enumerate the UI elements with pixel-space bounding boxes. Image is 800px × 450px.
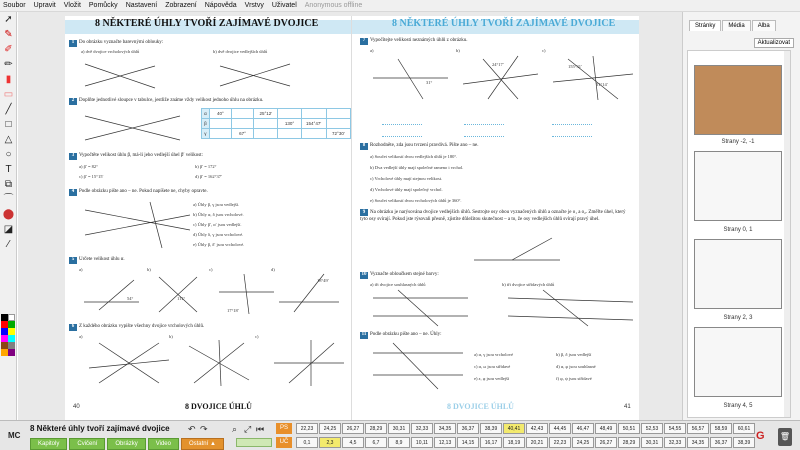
menu-bar [0, 0, 800, 12]
uc-page-button[interactable]: 30,31 [641, 437, 663, 448]
ex7-label-a: a) [370, 48, 374, 53]
ex7-value-a: 31° [426, 80, 433, 85]
ex5-figures [79, 272, 349, 316]
uc-page-button[interactable]: 8,9 [388, 437, 410, 448]
color-swatch[interactable] [8, 314, 15, 321]
ex7-label-b: b) [456, 48, 460, 53]
ps-label: PS [276, 423, 292, 434]
pages-sidebar [682, 12, 800, 420]
ex10-b: b) tři dvojice střídavých úhlů [502, 282, 555, 287]
page-title: 8 NĚKTERÉ ÚHLY TVOŘÍ ZAJÍMAVÉ DVOJICE [95, 18, 319, 29]
uc-page-button[interactable]: 38,39 [733, 437, 755, 448]
ex8-c: c) Vrcholové úhly mají stejnou velikost. [370, 176, 443, 181]
ex5-value-b: 111° [177, 296, 186, 301]
ps-page-button[interactable]: 28,29 [365, 423, 387, 434]
footer-title: 8 DVOJICE ÚHLŮ [447, 402, 514, 411]
lasso-icon[interactable]: ⌒ [3, 194, 14, 205]
ex11-b: b) β, δ jsou vedlejší [556, 352, 592, 357]
stamp-icon[interactable]: ⬤ [2, 209, 15, 220]
uc-page-button[interactable]: 0,1 [296, 437, 318, 448]
thumbnail-list [687, 50, 791, 418]
ps-page-button[interactable]: 50,51 [618, 423, 640, 434]
color-swatch[interactable] [8, 342, 15, 349]
ps-page-button[interactable]: 56,57 [687, 423, 709, 434]
fit-icon[interactable]: ⤢ [244, 424, 252, 434]
uc-page-button[interactable]: 16,17 [480, 437, 502, 448]
color-palette [1, 314, 16, 356]
uc-page-button[interactable]: 10,11 [411, 437, 433, 448]
fill-icon[interactable]: ◪ [3, 224, 14, 235]
thumbnail-caption: Strany 4, 5 [723, 403, 753, 409]
ex11-figure [368, 341, 468, 391]
exercise-2: 2 Doplňte jednotlivé sloupce v tabulce, jestliže známe vždy velikost jednoho úhlu na obrázku. [69, 98, 263, 105]
video-button[interactable]: Video [148, 438, 179, 450]
pen-off-icon[interactable]: ✎ [4, 29, 13, 40]
uc-page-button[interactable]: 20,21 [526, 437, 548, 448]
menu-tools[interactable]: Pomůcky [88, 2, 118, 9]
ps-page-button[interactable]: 36,37 [457, 423, 479, 434]
answer-line[interactable] [464, 124, 504, 125]
menu-user[interactable]: Uživatel [271, 2, 297, 9]
ex6-label-a: a) [79, 334, 83, 339]
ex5-value-a: 54° [127, 296, 134, 301]
left-page [65, 16, 352, 420]
ex3-a: a) β′ = 82° [79, 164, 98, 169]
exercise-1: 1 Do obrázku vyznačte barevnými oblouky: [69, 40, 163, 47]
images-button[interactable]: Obrázky [107, 438, 145, 450]
marker-icon[interactable]: ▮ [5, 74, 12, 85]
ex6-figures [79, 338, 349, 388]
document-area[interactable] [18, 12, 682, 420]
page-title: 8 NĚKTERÉ ÚHLY TVOŘÍ ZAJÍMAVÉ DVOJICE [392, 18, 616, 29]
ex4-d: d) Úhly δ, γ jsou vrcholové. [193, 232, 244, 237]
color-swatch[interactable] [8, 321, 15, 328]
page-thumbnail[interactable] [694, 151, 782, 221]
ex8-a: a) Součet velikostí dvou vedlejších úhlů je 180°. [370, 154, 458, 159]
ps-page-button[interactable]: 30,31 [388, 423, 410, 434]
thumbnail-caption: Strany 0, 1 [723, 227, 753, 233]
color-swatch[interactable] [1, 328, 8, 335]
eraser-icon[interactable]: ▭ [3, 89, 14, 100]
geogebra-icon[interactable]: G [756, 430, 765, 442]
answer-line[interactable] [464, 136, 504, 137]
ex5-label-c: c) [209, 267, 213, 272]
exercise-3: 3 Vypočtěte velikost úhlu β, má-li jeho vedlejší úhel β′ velikost: [69, 153, 203, 160]
ex4-e: e) Úhly β, δ′ jsou vrcholové. [193, 242, 245, 247]
ex10-a: a) tři dvojice souhlasných úhlů [370, 282, 426, 287]
exercise-4: 4 Podle obrázku pište ano – ne. Pokud napíšete ne, chyby opravte. [69, 189, 208, 196]
ex6-label-c: c) [255, 334, 259, 339]
ex7-value-c2: 51°14′ [596, 82, 608, 87]
ex2-figure [80, 110, 190, 146]
ps-page-button[interactable]: 32,33 [411, 423, 433, 434]
thumbnail-caption: Strany -2, -1 [721, 139, 755, 145]
ex11-a: a) α, γ jsou vrcholové [474, 352, 513, 357]
line-icon[interactable]: ╱ [5, 104, 12, 115]
scrollbar[interactable] [784, 51, 790, 418]
undo-icon[interactable]: ↶ [188, 424, 196, 434]
uc-page-row [296, 437, 756, 448]
sidebar-tabs [683, 12, 800, 31]
tab-media[interactable]: Média [722, 20, 750, 31]
eyedropper-icon[interactable]: ⁄ [7, 239, 10, 250]
ex6-label-b: b) [169, 334, 173, 339]
uc-page-button[interactable]: 22,23 [549, 437, 571, 448]
ex5-value-d: 18°49′ [317, 278, 329, 283]
uc-page-button[interactable]: 32,33 [664, 437, 686, 448]
uc-page-button[interactable]: 26,27 [595, 437, 617, 448]
tab-albums[interactable]: Alba [752, 20, 776, 31]
page-thumbnail[interactable] [694, 327, 782, 397]
pointer-icon[interactable]: ➚ [4, 14, 13, 25]
exercise-6: 6 Z každého obrázku vypište všechny dvojice vrcholových úhlů. [69, 324, 204, 331]
uc-page-button[interactable]: 14,15 [457, 437, 479, 448]
ex5-value-c: 17°18′ [227, 308, 239, 313]
right-page [352, 16, 639, 420]
bottom-bar [0, 420, 800, 450]
ps-page-button[interactable]: 58,59 [710, 423, 732, 434]
uc-page-button[interactable]: 24,25 [572, 437, 594, 448]
angle-table: α 40° 25°12′ β 130° 154°47′ γ 67° 72°30′ [201, 108, 351, 139]
ps-page-button[interactable]: 22,23 [296, 423, 318, 434]
ex4-c: c) Úhly β′, α′ jsou vedlejší. [193, 222, 242, 227]
pencil-red-icon[interactable]: ✐ [4, 44, 13, 55]
triangle-icon[interactable]: △ [4, 134, 13, 145]
ps-page-button[interactable]: 44,45 [549, 423, 571, 434]
ex11-e: e) ε, φ jsou vedlejší [474, 376, 510, 381]
exercise-7: 7 Vypočítejte velikosti neznámých úhlů z obrázku. [360, 38, 467, 45]
ex11-d: d) α, φ jsou souhlasné [556, 364, 596, 369]
ps-page-button[interactable]: 26,27 [342, 423, 364, 434]
file-title: 8 Některé úhly tvoří zajímavé dvojice [30, 424, 170, 433]
page-number: 40 [73, 404, 80, 410]
pencil-icon[interactable]: ✏ [4, 59, 13, 70]
ex10-figures [368, 288, 638, 328]
uc-page-button[interactable]: 12,13 [434, 437, 456, 448]
ex11-c: c) α, ω jsou střídavé [474, 364, 511, 369]
nav-buttons [30, 438, 226, 450]
menu-help[interactable]: Nápověda [204, 2, 237, 9]
exercises-button[interactable]: Cvičení [69, 438, 105, 450]
text-icon[interactable]: T [5, 164, 12, 175]
page-number: 41 [624, 404, 631, 410]
uc-page-button[interactable]: 2,3 [319, 437, 341, 448]
ex8-d: d) Vrcholové úhly mají společný vrchol. [370, 187, 443, 192]
ps-page-button[interactable]: 42,43 [526, 423, 548, 434]
thumbnail-caption: Strany 2, 3 [723, 315, 753, 321]
page-thumbnail[interactable] [694, 239, 782, 309]
other-button[interactable]: Ostatní ▲ [181, 438, 224, 450]
ex7-label-c: c) [542, 48, 546, 53]
ex8-b: b) Dva vedlejší úhly mají společné rameno i vrchol. [370, 165, 464, 170]
refresh-button[interactable]: Aktualizovat [754, 38, 794, 48]
menu-edit[interactable]: Upravit [33, 2, 56, 9]
menu-file[interactable]: Soubor [3, 2, 26, 9]
exercise-11: 11 Podle obrázku pište ano – ne. Úhly: [361, 332, 442, 337]
rectangle-icon[interactable]: □ [5, 119, 12, 130]
ps-page-button[interactable]: 46,47 [572, 423, 594, 434]
answer-line[interactable] [552, 136, 592, 137]
uc-page-button[interactable]: 34,35 [687, 437, 709, 448]
ps-page-button[interactable]: 48,49 [595, 423, 617, 434]
trash-icon[interactable]: 🗑 [778, 428, 792, 446]
ex1-a: a) dvě dvojice vrcholových úhlů [81, 49, 140, 54]
chapters-button[interactable]: Kapitoly [30, 438, 67, 450]
answer-line[interactable] [382, 124, 422, 125]
ps-page-row [296, 423, 756, 434]
ex7-value-c1: 155°31′ [568, 64, 583, 69]
menu-settings[interactable]: Nastavení [125, 2, 158, 9]
uc-label: UČ [276, 437, 292, 448]
menu-insert[interactable]: Vložit [63, 2, 81, 9]
ex11-f: f) φ, ψ jsou střídavé [556, 376, 592, 381]
ps-page-button[interactable]: 38,39 [480, 423, 502, 434]
ex8-e: e) Součet velikostí dvou vrcholových úhlů je 360°. [370, 198, 462, 203]
ps-page-button[interactable]: 54,55 [664, 423, 686, 434]
zoom-icon[interactable]: ⌕ [232, 424, 238, 434]
circle-icon[interactable]: ○ [5, 149, 12, 160]
color-swatch[interactable] [8, 349, 15, 356]
uc-page-button[interactable]: 36,37 [710, 437, 732, 448]
ps-page-button[interactable]: 24,25 [319, 423, 341, 434]
menu-view[interactable]: Zobrazení [165, 2, 197, 9]
uc-page-button[interactable]: 28,29 [618, 437, 640, 448]
ps-page-button[interactable]: 60,61 [733, 423, 755, 434]
user-status: Anonymous offline [304, 2, 363, 9]
color-swatch[interactable] [8, 328, 15, 335]
ex1-b: b) dvě dvojice vedlejších úhlů [213, 49, 268, 54]
ex7-value-b: 24°17′ [492, 62, 504, 67]
ex3-d: d) β′ = 162°37′ [195, 174, 222, 179]
color-swatch[interactable] [1, 342, 8, 349]
mc-label: MC [8, 431, 21, 440]
page-progress [236, 438, 272, 447]
exercise-8: 8 Rozhodněte, zda jsou tvrzení pravdivá. Pište ano – ne. [360, 143, 478, 150]
color-swatch[interactable] [1, 335, 8, 342]
copy-icon[interactable]: ⧉ [4, 179, 13, 190]
ex5-label-a: a) [79, 267, 83, 272]
footer-title: 8 DVOJICE ÚHLŮ [185, 402, 252, 411]
tool-palette [0, 12, 17, 420]
ex3-b: b) β′ = 172° [195, 164, 217, 169]
answer-line[interactable] [382, 136, 422, 137]
ex4-a: a) Úhly β, γ jsou vedlejší. [193, 202, 240, 207]
first-page-icon[interactable]: ⏮ [256, 424, 265, 434]
ex5-label-b: b) [147, 267, 151, 272]
exercise-10: 10 Vyznačte obloučkem stejné barvy: [361, 272, 439, 277]
ex9-figure [472, 234, 562, 264]
menu-layers[interactable]: Vrstvy [244, 2, 264, 9]
uc-page-button[interactable]: 18,19 [503, 437, 525, 448]
ex4-figure [80, 200, 200, 250]
exercise-5: 5 Určete velikost úhlu α. [69, 257, 125, 264]
ex3-c: c) β′ = 15°15′ [79, 174, 104, 179]
color-swatch[interactable] [8, 335, 15, 342]
exercise-9: 9 Na obrázku je narýsována dvojice vedlejších úhlů. Sestrojte osy obou vyznačených úhlů a označte je o₁ a o₂. Změřte úhel, který tyto osy svírají. Pokud jste rýsovali přesně, zjistíte důležitou skutečnost – a to, že osy vedlejších úhlů svírají pravý úhel. [360, 210, 626, 222]
ps-page-button[interactable]: 40,41 [503, 423, 525, 434]
ex4-b: b) Úhly α, δ jsou vrcholové. [193, 212, 244, 217]
color-swatch[interactable] [1, 349, 8, 356]
page-thumbnail[interactable] [694, 65, 782, 135]
answer-line[interactable] [552, 124, 592, 125]
ps-page-button[interactable]: 34,35 [434, 423, 456, 434]
tab-pages[interactable]: Stránky [689, 20, 721, 31]
ex5-label-d: d) [271, 267, 275, 272]
color-swatch[interactable] [1, 321, 8, 328]
ex1-figures [80, 56, 340, 94]
ps-page-button[interactable]: 52,53 [641, 423, 663, 434]
color-swatch[interactable] [1, 314, 8, 321]
uc-page-button[interactable]: 4,5 [342, 437, 364, 448]
uc-page-button[interactable]: 6,7 [365, 437, 387, 448]
redo-icon[interactable]: ↷ [200, 424, 208, 434]
